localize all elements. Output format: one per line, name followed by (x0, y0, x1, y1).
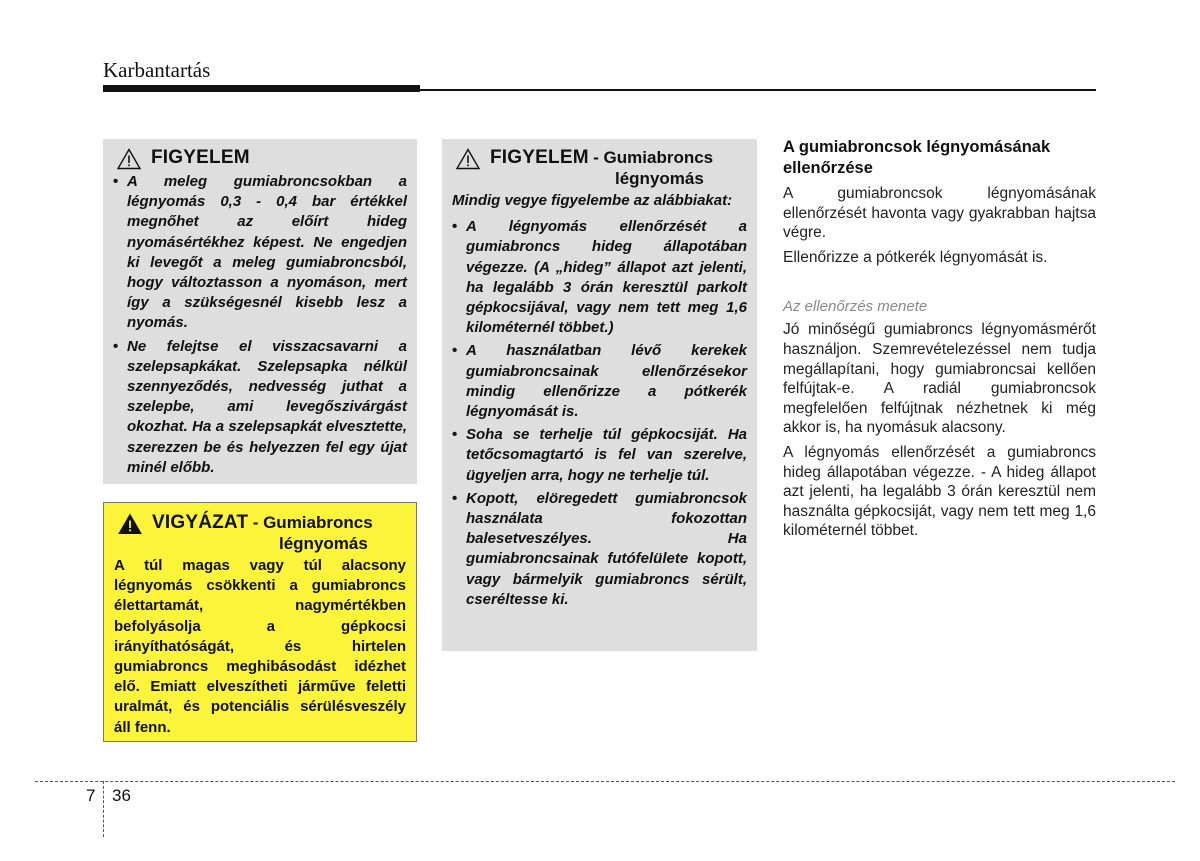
sub-heading: Az ellenőrzés menete (783, 298, 928, 316)
paragraph: Ellenőrizze a pótkerék légnyomását is. (783, 248, 1048, 266)
list-item: • A használatban lévő kerekek gumiabroncsainak ellenőrzésekor mindig ellenőrizze a pótkerék légnyomását is. (452, 341, 747, 422)
right-column (783, 137, 1096, 541)
paragraph: A légnyomás ellenőrzését a gumiabroncs hideg állapotában végezze. - A hideg állapot azt jelenti, ha legalább 3 órán keresztül nem használta gépkocsiját, vagy nem tett meg 1,6 kilométernél többet. (783, 443, 1096, 540)
caution-title-block (490, 147, 713, 189)
header-rule-thick (103, 85, 420, 92)
footer-dashed-rule (35, 781, 1175, 782)
caution-title: FIGYELEM (490, 147, 589, 168)
list-item: • Kopott, elöregedett gumiabroncsok használata fokozottan balesetveszélyes. Ha gumiabroncsainak futófelülete kopott, vagy bármelyik gumiabroncs sérült, cseréltesse ki. (452, 489, 747, 610)
caution-triangle-icon (117, 148, 141, 170)
warning-box-yellow (103, 502, 417, 742)
warning-body: A túl magas vagy túl alacsony légnyomás csökkenti a gumiabroncs élettartamát, nagymértékben befolyásolja a gépkocsi irányíthatóságát, és hirtelen gumiabroncs meghibásodást idézhet elő. Emiatt elveszítheti járműve feletti uralmát, és potenciális sérülésveszély áll fenn. (114, 557, 406, 736)
warning-box-header (114, 512, 406, 554)
paragraph: Jó minőségű gumiabroncs légnyomásmérőt használjon. Szemrevételezéssel nem tudja megállapítani, hogy gumiabroncsai kellően felfújtak-e. A radiál gumiabroncsok megfelelően felfújtnak nézhetnek ki még akkor is, ha nyomásuk alacsony. (783, 321, 1096, 437)
warning-title-line2: légnyomás (279, 534, 368, 553)
caution-triangle-icon (456, 148, 480, 170)
header-rule-thin (420, 89, 1096, 91)
warning-title-block (152, 512, 373, 554)
caution-list (113, 172, 407, 478)
caution-box-header (113, 147, 407, 170)
list-item: • Ne felejtse el visszacsavarni a szelepsapkákat. Szelepsapka nélkül szennyeződés, nedvesség juthat a szelepbe, ami levegőszivárgást okozhat. Ha a szelepsapkát elvesztette, szerezzen be és helyezzen fel egy újat minél előbb. (113, 337, 407, 478)
warning-title: VIGYÁZAT (152, 512, 249, 533)
caution-title: FIGYELEM (151, 147, 250, 168)
paragraph: A gumiabroncsok légnyomásának ellenőrzését havonta vagy gyakrabban hajtsa végre. (783, 185, 1096, 242)
caution-title-suffix: - Gumiabroncs (593, 148, 714, 167)
list-item: • A légnyomás ellenőrzését a gumiabroncs hideg állapotában végezze. (A „hideg” állapot azt jelenti, ha legalább 3 órán keresztül parkolt gépkocsijával, vagy nem tett meg 1,6 kilométernél többet.) (452, 217, 747, 338)
page-number: 36 (112, 786, 131, 805)
caution-box-left (103, 139, 417, 484)
caution-box-header (452, 147, 747, 189)
chapter-number: 7 (86, 786, 96, 805)
caution-title-line2: légnyomás (615, 169, 704, 188)
warning-triangle-icon (118, 513, 142, 535)
list-item: • Soha se terhelje túl gépkocsiját. Ha tetőcsomagtartó is fel van szerelve, ügyeljen arra, hogy ne terhelje túl. (452, 425, 747, 486)
footer-dashed-divider (103, 781, 104, 837)
warning-title-suffix: - Gumiabroncs (252, 513, 373, 532)
caution-intro: Mindig vegye figyelembe az alábbiakat: (452, 192, 733, 209)
caution-box-middle (442, 139, 757, 651)
list-item: • A meleg gumiabroncsokban a légnyomás 0,3 - 0,4 bar értékkel megnőhet az előírt hideg nyomásértékhez képest. Ne engedjen ki levegőt a meleg gumiabroncsból, hogy változtasson a nyomáson, mert így a szükségesnél kisebb lesz a nyomás. (113, 172, 407, 334)
section-heading: A gumiabroncsok légnyomásának ellenőrzése (783, 138, 1051, 177)
caution-list (452, 217, 747, 610)
page-header-title: Karbantartás (103, 58, 211, 82)
